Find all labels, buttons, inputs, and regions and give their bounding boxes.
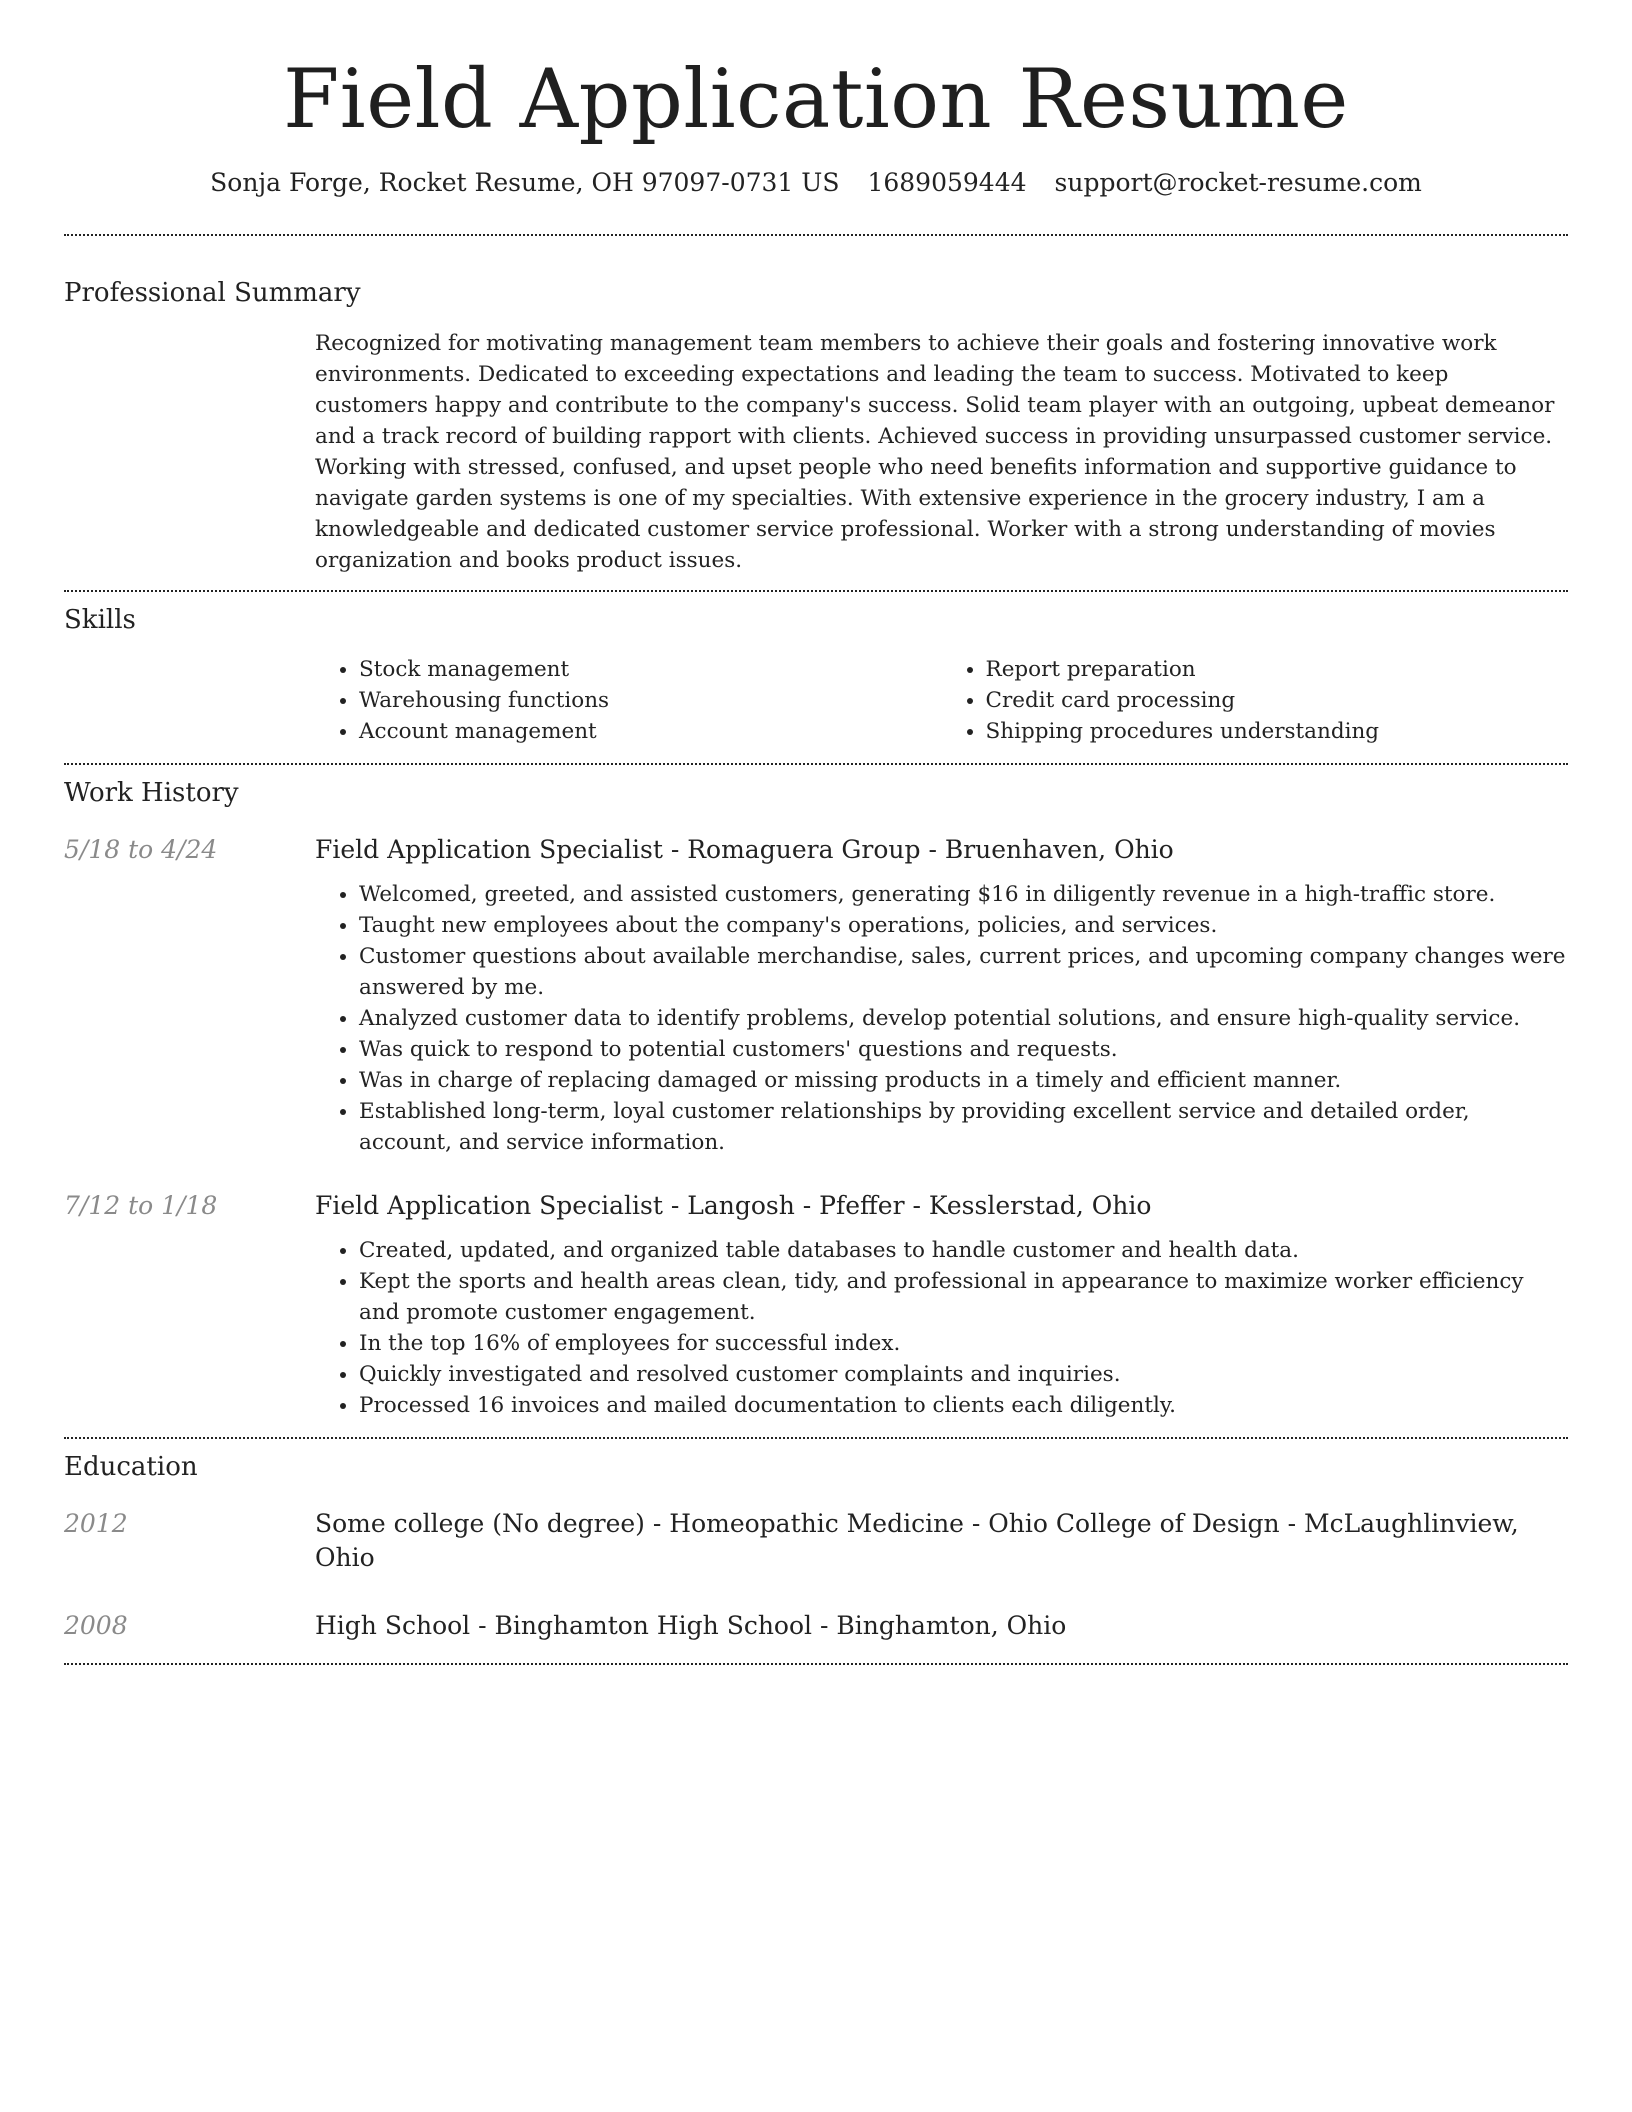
job-title-line — [315, 1189, 1151, 1223]
contact-email: support@rocket-resume.com — [1054, 168, 1422, 197]
contact-address: Sonja Forge, Rocket Resume, OH 97097-0731 US — [210, 168, 840, 197]
resume-page — [64, 0, 1568, 1665]
job-dates: 7/12 to 1/18 — [64, 1191, 218, 1220]
job-entry — [64, 1189, 1568, 1421]
resume-title: Field Application Resume — [283, 53, 1349, 147]
education-year: 2008 — [64, 1611, 128, 1640]
divider — [64, 1437, 1568, 1439]
job-bullet: • Customer questions about available merchandise, sales, current prices, and upcoming company changes were answered by me. — [359, 941, 1568, 1003]
education-school: - Ohio College of Design - McLaughlinview, Ohio — [315, 1509, 1519, 1572]
job-title: Field Application Specialist — [315, 1191, 663, 1220]
skill-item: • Warehousing functions — [359, 685, 942, 716]
job-employer: - Romaguera Group - Bruenhaven, Ohio — [662, 835, 1174, 864]
divider — [64, 234, 1568, 236]
job-bullet: • Analyzed customer data to identify problems, develop potential solutions, and ensure high-quality service. — [359, 1003, 1568, 1034]
skill-item: • Credit card processing — [986, 685, 1569, 716]
job-dates: 5/18 to 4/24 — [64, 835, 218, 864]
job-employer: - Langosh - Pfeffer - Kesslerstad, Ohio — [662, 1191, 1152, 1220]
education-entry — [64, 1609, 1568, 1643]
education-heading: Education — [64, 1452, 198, 1482]
contact-phone: 1689059444 — [867, 168, 1027, 197]
job-bullet: • Established long-term, loyal customer relationships by providing excellent service and detailed order, account, and service information. — [359, 1096, 1568, 1158]
job-header — [64, 833, 1568, 867]
education-line — [315, 1609, 1066, 1643]
education-line — [315, 1507, 1568, 1575]
education-year: 2012 — [64, 1509, 128, 1538]
job-bullets — [315, 879, 1568, 1158]
education-degree: Some college (No degree) - Homeopathic Medicine — [315, 1509, 964, 1538]
skill-item: • Stock management — [359, 654, 942, 685]
job-bullet: • Processed 16 invoices and mailed documentation to clients each diligently. — [359, 1390, 1568, 1421]
skills-heading: Skills — [64, 605, 136, 635]
job-bullet: • Kept the sports and health areas clean, tidy, and professional in appearance to maximize worker efficiency and promote customer engagement. — [359, 1266, 1568, 1328]
education-entry — [64, 1507, 1568, 1575]
divider — [64, 1663, 1568, 1665]
job-title-line — [315, 833, 1174, 867]
job-bullet: • In the top 16% of employees for successful index. — [359, 1328, 1568, 1359]
job-bullet: • Taught new employees about the company's operations, policies, and services. — [359, 910, 1568, 941]
education-school: - Binghamton High School - Binghamton, Ohio — [470, 1611, 1067, 1640]
skill-item: • Report preparation — [986, 654, 1569, 685]
summary-text: Recognized for motivating management team members to achieve their goals and fostering innovative work environments. Dedicated to exceeding expectations and leading the team to success. Motivated to keep customers happy and contribute to the company's success. Solid team player with an outgoing, upbeat demeanor and a track record of building rapport with clients. Achieved success in providing unsurpassed customer service. Working with stressed, confused, and upset people who need benefits information and supportive guidance to navigate garden systems is one of my specialties. With extensive experience in the grocery industry, I am a knowledgeable and dedicated customer service professional. Worker with a strong understanding of movies organization and books product issues. — [315, 331, 1555, 573]
skill-item: • Shipping procedures understanding — [986, 716, 1569, 747]
job-bullet: • Created, updated, and organized table databases to handle customer and health data. — [359, 1235, 1568, 1266]
skills-column-right — [942, 654, 1569, 747]
divider — [64, 763, 1568, 765]
contact-line — [64, 166, 1568, 200]
job-bullet: • Was quick to respond to potential customers' questions and requests. — [359, 1034, 1568, 1065]
divider — [64, 590, 1568, 592]
job-bullet: • Welcomed, greeted, and assisted customers, generating $16 in diligently revenue in a high-traffic store. — [359, 879, 1568, 910]
skills-list — [315, 654, 1568, 747]
job-title: Field Application Specialist — [315, 835, 663, 864]
job-entry — [64, 833, 1568, 1158]
skill-item: • Account management — [359, 716, 942, 747]
work-heading: Work History — [64, 778, 239, 808]
skills-column-left — [315, 654, 942, 747]
job-bullet: • Quickly investigated and resolved customer complaints and inquiries. — [359, 1359, 1568, 1390]
job-bullet: • Was in charge of replacing damaged or missing products in a timely and efficient manner. — [359, 1065, 1568, 1096]
education-degree: High School — [315, 1611, 471, 1640]
job-bullets — [315, 1235, 1568, 1421]
job-header — [64, 1189, 1568, 1223]
summary-heading: Professional Summary — [64, 278, 361, 308]
